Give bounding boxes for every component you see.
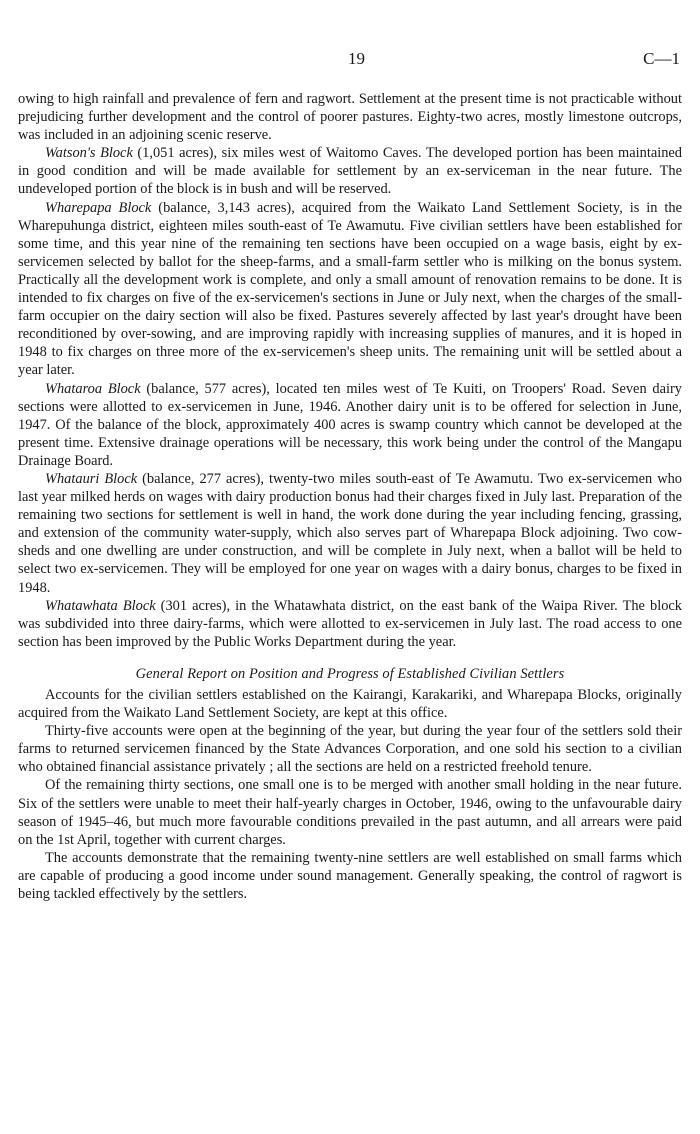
- section-paragraph: Thirty-five accounts were open at the beginning of the year, but during the year four of the settlers sold their farms to returned servicemen financed by the State Advances Corporation, and one sold his section to a civilian who obtained financial assistance privately ; all the sections are held on a restricted freehold tenure.: [18, 723, 682, 776]
- block-name: Whatauri Block: [45, 470, 138, 487]
- section-paragraph: Accounts for the civilian settlers established on the Kairangi, Karakariki, and Wharepapa Blocks, originally acquired from the Waikato Land Settlement Society, are kept at this office.: [18, 687, 682, 722]
- section-paragraph: The accounts demonstrate that the remaining twenty-nine settlers are well established on small farms which are capable of producing a good income under sound management. Generally speaking, the control of ragwort is being tackled effectively by the settlers.: [18, 849, 682, 903]
- paragraph-whatawhata-block: [18, 597, 682, 651]
- paragraph-whataroa-block: [18, 380, 682, 470]
- section-heading: General Report on Position and Progress of Established Civilian Settlers: [135, 665, 565, 682]
- document-code: C—1: [643, 49, 680, 68]
- paragraph-continuation: owing to high rainfall and prevalence of fern and ragwort. Settlement at the present time is not practicable without prejudicing further development and the control of poorer pastures. Eighty-two acres, mostly limestone outcrops, was included in an adjoining scenic reserve.: [18, 91, 682, 144]
- section-paragraph: Of the remaining thirty sections, one small one is to be merged with another small holding in the near future. Six of the settlers were unable to meet their half-yearly charges in October, 1946, owing to the unfavourable dairy season of 1945–46, but much more favourable conditions prevailed in the past autumn, and all arrears were paid on the 1st April, together with current charges.: [18, 777, 682, 848]
- page-header: [18, 0, 682, 90]
- block-name: Watson's Block: [45, 145, 133, 162]
- paragraph-watsons-block: [18, 144, 682, 198]
- block-name: Whataroa Block: [45, 380, 141, 397]
- paragraph-body: (balance, 3,143 acres), acquired from the Waikato Land Settlement Society, is in the Wharepuhunga district, eighteen miles south-east of Te Awamutu. Five civilian settlers have been established for some time, and this year nine of the remaining ten sections have been occupied on a wage basis, eight by ex-servicemen selected by ballot for the sheep-farms, and a small-farm settler who is milking on the bonus system. Practically all the development work is complete, and only a small amount of renovation remains to be done. It is intended to fix charges on five of the ex-servicemen's sections in June or July next, when the charges of the small-farm occupier on the dairy section will also be fixed. Pastures severely affected by last year's drought have been reconditioned by over-sowing, and are improving rapidly with increasing supplies of manures, and it is hoped in 1948 to fix charges on three more of the ex-servicemen's sheep units. The remaining unit will be settled about a year later.: [18, 199, 682, 379]
- document-page: [18, 0, 682, 903]
- paragraph-wharepapa-block: [18, 199, 682, 380]
- paragraph-body: (301 acres), in the Whatawhata district, on the east bank of the Waipa River. The block was subdivided into three dairy-farms, which were allotted to ex-servicemen in July last. The road access to one section has been improved by the Public Works Department during the year.: [18, 597, 682, 650]
- block-name: Wharepapa Block: [45, 199, 152, 216]
- page-number: 19: [348, 49, 365, 68]
- paragraph-whatauri-block: [18, 470, 682, 597]
- paragraph-body: (balance, 577 acres), located ten miles west of Te Kuiti, on Troopers' Road. Seven dairy sections were allotted to ex-servicemen in June, 1946. Another dairy unit is to be offered for selection in June, 1947. Of the balance of the block, approximately 400 acres is swamp country which cannot be developed at the present time. Extensive drainage operations will be necessary, this work being under the control of the Mangapu Drainage Board.: [18, 380, 683, 469]
- paragraph-body: (balance, 277 acres), twenty-two miles south-east of Te Awamutu. Two ex-servicemen who last year milked herds on wages with dairy production bonus had their charges fixed in July last. Preparation of the remaining two sections for settlement is well in hand, the work done during the year including fencing, grassing, and extension of the community water-supply, which also serves part of Wharepapa Block adjoining. Two cow-sheds and one dwelling are under construction, and will be complete in July next, when a ballot will be held to select two ex-servicemen. They will be employed for one year on wages with a dairy bonus, charges to be fixed in 1948.: [18, 470, 682, 596]
- paragraph-body: (1,051 acres), six miles west of Waitomo Caves. The developed portion has been maintained in good condition and will be made available for settlement by an ex-serviceman in the near future. The undeveloped portion of the block is in bush and will be reserved.: [18, 145, 682, 198]
- block-name: Whatawhata Block: [45, 597, 156, 614]
